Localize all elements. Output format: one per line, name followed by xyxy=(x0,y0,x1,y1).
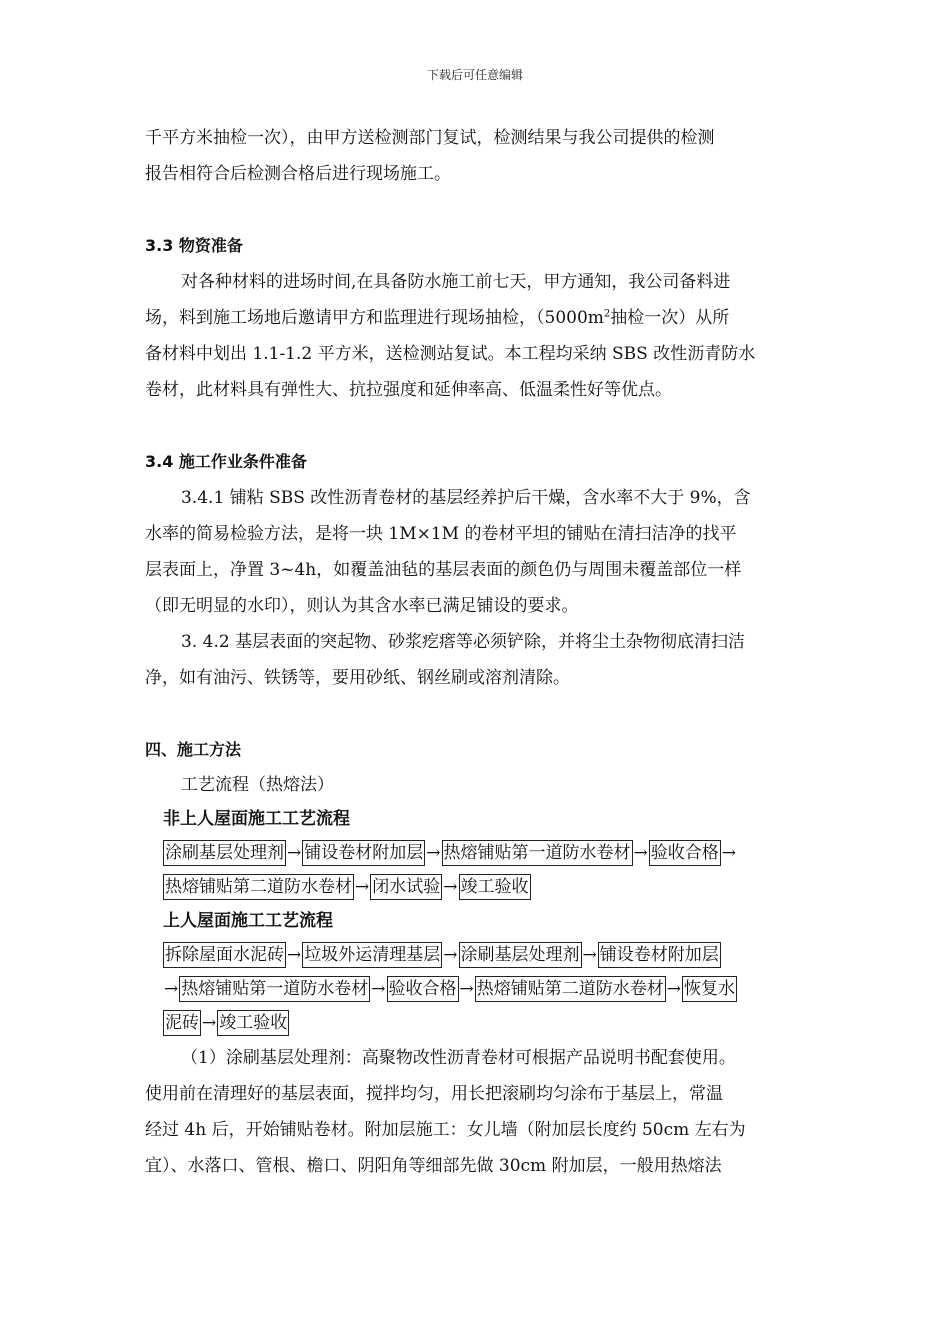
section-3-4-heading: 3.4 施工作业条件准备 xyxy=(145,452,307,471)
flow-step: 涂刷基层处理剂 xyxy=(163,840,286,866)
s4-para-line-4: 宜）、水落口、管根、檐口、阴阳角等细部先做 30cm 附加层，一般用热熔法 xyxy=(145,1156,722,1176)
flow1-row-1 xyxy=(145,836,810,870)
superscript-2: 2 xyxy=(603,308,611,320)
flow1-title: 非上人屋面施工工艺流程 xyxy=(163,809,350,829)
document-body xyxy=(145,120,810,1184)
s34-p2-line-1: 3. 4.2 基层表面的突起物、砂浆疙瘩等必须铲除，并将尘土杂物彻底清扫洁 xyxy=(181,632,746,652)
arrow-icon: → xyxy=(287,843,302,863)
s33-line-2: 场，料到施工场地后邀请甲方和监理进行现场抽检，（$5000m^2$抽检一次）从所 xyxy=(145,308,730,328)
intro-line-2: 报告相符合后检测合格后进行现场施工。 xyxy=(145,164,451,184)
arrow-icon: → xyxy=(443,877,458,897)
flow-step: 闭水试验 xyxy=(370,874,442,900)
s33-line-4: 卷材，此材料具有弹性大、抗拉强度和延伸率高、低温柔性好等优点。 xyxy=(145,380,672,400)
flow-step: 竣工验收 xyxy=(459,874,531,900)
s34-p1-line-1: 3.4.1 铺粘 SBS 改性沥青卷材的基层经养护后干燥，含水率不大于 9%，含 xyxy=(181,488,751,508)
flow2-title: 上人屋面施工工艺流程 xyxy=(163,911,333,931)
s34-p1-line-4: （即无明显的水印），则认为其含水率已满足铺设的要求。 xyxy=(145,596,579,616)
flow-step: 热熔铺贴第一道防水卷材 xyxy=(442,840,633,866)
flow-step: 铺设卷材附加层 xyxy=(302,840,425,866)
flow-step: 竣工验收 xyxy=(217,1010,289,1036)
arrow-icon: → xyxy=(666,979,681,999)
arrow-icon: → xyxy=(426,843,441,863)
s4-para-line-2: 使用前在清理好的基层表面，搅拌均匀，用长把滚刷均匀涂布于基层上，常温 xyxy=(145,1084,723,1104)
s33-line-1: 对各种材料的进场时间,在具备防水施工前七天，甲方通知，我公司备料进 xyxy=(181,272,731,292)
flow-step: 验收合格 xyxy=(649,840,721,866)
section-3-3-heading: 3.3 物资准备 xyxy=(145,236,243,255)
arrow-icon: → xyxy=(287,945,302,965)
flow-step: 铺设卷材附加层 xyxy=(598,942,721,968)
arrow-icon: → xyxy=(443,945,458,965)
s34-p1-line-3: 层表面上，净置 3~4h，如覆盖油毡的基层表面的颜色仍与周围未覆盖部位一样 xyxy=(145,560,742,580)
flow-step: 泥砖 xyxy=(163,1010,201,1036)
arrow-icon: → xyxy=(202,1013,217,1033)
arrow-icon: → xyxy=(371,979,386,999)
intro-line-1: 千平方米抽检一次），由甲方送检测部门复试，检测结果与我公司提供的检测 xyxy=(145,128,715,148)
flow-step: 热熔铺贴第二道防水卷材 xyxy=(163,874,354,900)
flow1-row-2 xyxy=(145,870,810,904)
flow-step: 拆除屋面水泥砖 xyxy=(163,942,286,968)
flow-step: 垃圾外运清理基层 xyxy=(302,942,442,968)
flow2-row-1 xyxy=(145,938,810,972)
flow-step: 涂刷基层处理剂 xyxy=(459,942,582,968)
process-label: 工艺流程（热熔法） xyxy=(181,775,334,795)
page-header: 下载后可任意编辑 xyxy=(426,68,523,82)
flow-step: 热熔铺贴第二道防水卷材 xyxy=(475,976,666,1002)
s34-p1-line-2: 水率的简易检验方法，是将一块 1M×1M 的卷材平坦的铺贴在清扫洁净的找平 xyxy=(145,524,737,544)
arrow-icon: → xyxy=(164,979,179,999)
s4-para-line-3: 经过 4h 后，开始铺贴卷材。附加层施工：女儿墙（附加层长度约 50cm 左右为 xyxy=(145,1120,746,1140)
arrow-icon: → xyxy=(459,979,474,999)
s34-p2-line-2: 净，如有油污、铁锈等，要用砂纸、钢丝刷或溶剂清除。 xyxy=(145,668,570,688)
flow2-row-2 xyxy=(145,972,810,1006)
arrow-icon: → xyxy=(721,843,736,863)
s4-para-line-1: （1）涂刷基层处理剂：高聚物改性沥青卷材可根据产品说明书配套使用。 xyxy=(181,1048,736,1068)
flow-step: 恢复水 xyxy=(682,976,737,1002)
arrow-icon: → xyxy=(633,843,648,863)
arrow-icon: → xyxy=(582,945,597,965)
flow-step: 验收合格 xyxy=(387,976,459,1002)
flow-step: 热熔铺贴第一道防水卷材 xyxy=(179,976,370,1002)
s33-line-3: 备材料中划出 1.1-1.2 平方米，送检测站复试。本工程均采纳 SBS 改性沥青防水 xyxy=(145,344,756,364)
flow2-row-3 xyxy=(145,1006,810,1040)
section-4-heading: 四、施工方法 xyxy=(145,740,242,759)
arrow-icon: → xyxy=(355,877,370,897)
